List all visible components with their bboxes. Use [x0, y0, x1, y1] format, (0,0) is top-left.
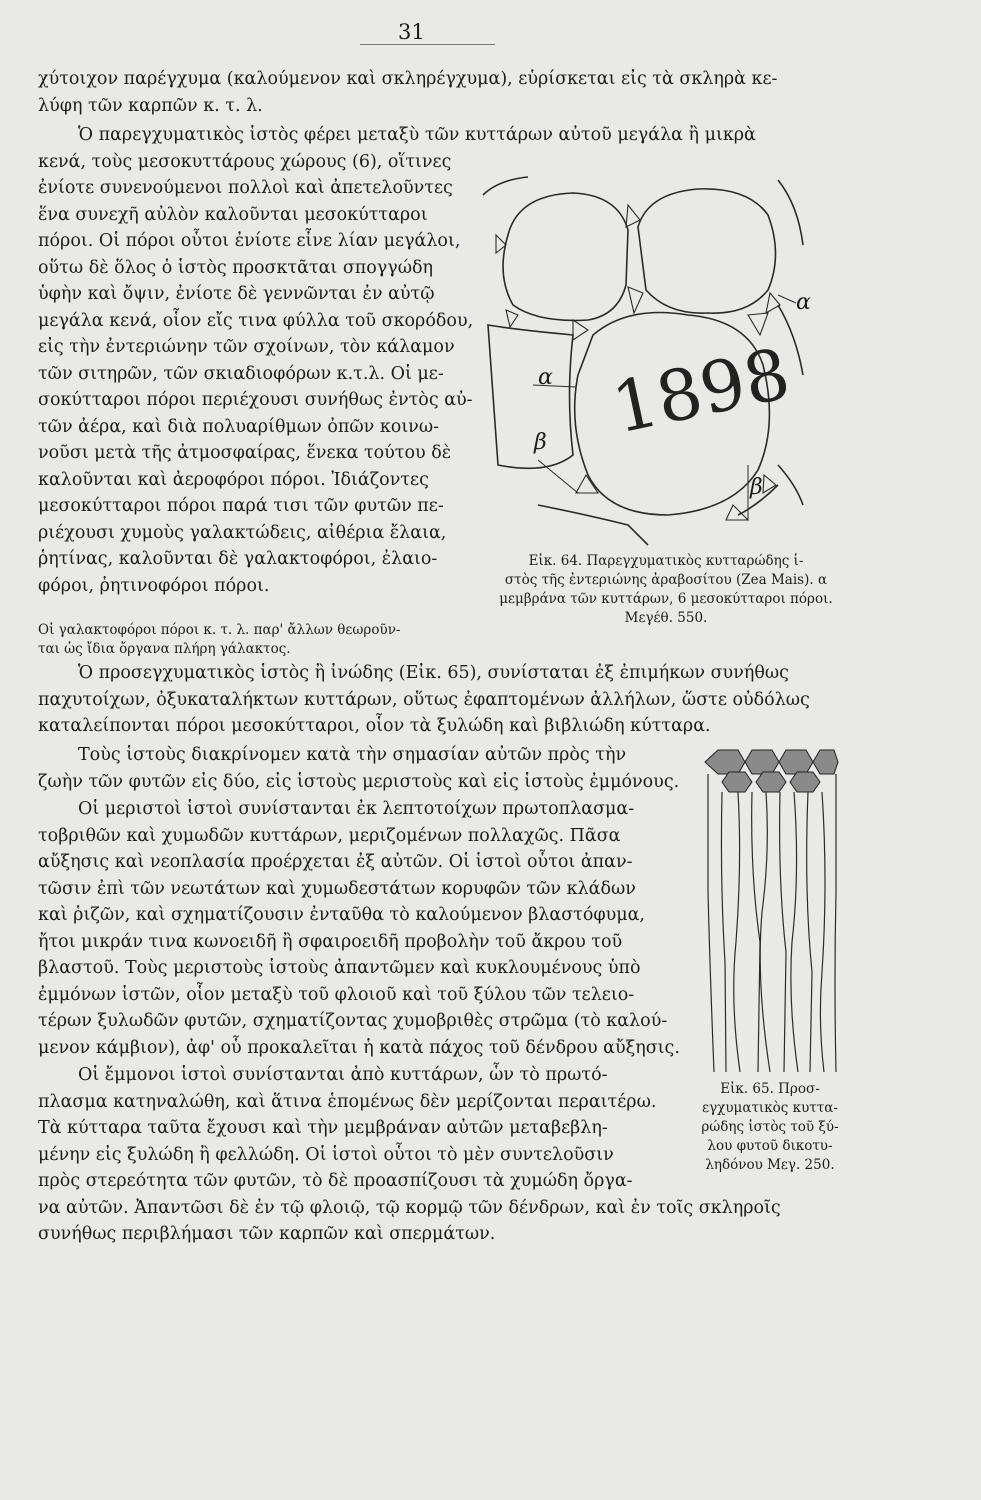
caption-line: Εἰκ. 64. Παρεγχυματικὸς κυτταρώδης ἱ- [528, 553, 804, 569]
text-line: τῶν σιτηρῶν, τῶν σκιαδιοφόρων κ.τ.λ. Οἱ με- [38, 363, 444, 384]
footnote-line: Οἱ γαλακτοφόροι πόροι κ. τ. λ. παρ' ἄλλων θεωροῦν- [38, 622, 401, 638]
text-line: τῶσιν ἐπὶ τῶν νεωτάτων καὶ χυμωδεστάτων κορυφῶν τῶν κλάδων [38, 878, 636, 899]
paragraph-tissue-classes [38, 742, 679, 795]
text-line: Τὰ κύτταρα ταῦτα ἔχουσι καὶ τὴν μεμβράναν αὐτῶν μεταβεβλη- [38, 1118, 608, 1138]
text-line: καὶ ῥιζῶν, καὶ σχηματίζουσιν ἐνταῦθα τὸ καλούμενον βλαστόφυμα, [38, 905, 645, 925]
text-line: ἐμμόνων ἱστῶν, οἷον μεταξὺ τοῦ φλοιοῦ καὶ τοῦ ξύλου τῶν τελειο- [38, 984, 635, 1005]
text-line: βλαστοῦ. Τοὺς μεριστοὺς ἱστοὺς ἀπαντῶμεν καὶ κυκλουμένους ὑπὸ [38, 958, 641, 978]
text-line: πρὸς στερεότητα τῶν φυτῶν, τὸ δὲ προασπίζουσι τὰ χυμώδη ὄργα- [38, 1171, 633, 1191]
text-line: μένην εἰς ξυλώδη ἢ φελλώδη. Οἱ ἱστοὶ οὗτοι τὸ μὲν συντελοῦσιν [38, 1144, 614, 1165]
caption-line: ληδόνου Μεγ. 250. [705, 1157, 835, 1173]
text-line: πλασμα κατηναλώθη, καὶ ἅτινα ἑπομένως δὲν μερίζονται περαιτέρω. [38, 1091, 657, 1112]
paragraph-permanent-tissue [38, 1062, 781, 1248]
text-line: χύτοιχον παρέγχυμα (καλούμενον καὶ σκληρέγχυμα), εὑρίσκεται εἰς τὰ σκληρὰ κε- [38, 69, 778, 89]
text-line: οὕτω δὲ ὅλος ὁ ἱστὸς προσκτᾶται σπογγώδη [38, 257, 434, 278]
text-line: παχυτοίχων, ὀξυκαταλήκτων κυττάρων, οὕτως ἐφαπτομένων ἀλλήλων, ὥστε οὐδόλως [38, 689, 810, 710]
label-b-right: β [750, 475, 763, 500]
caption-line: Εἰκ. 65. Προσ- [720, 1081, 820, 1097]
text-line: Ὁ παρεγχυματικὸς ἱστὸς φέρει μεταξὺ τῶν κυττάρων αὐτοῦ μεγάλα ἢ μικρὰ [78, 125, 756, 145]
paragraph-meristem [38, 796, 680, 1061]
text-line: ἐνίοτε συνενούμενοι πολλοὶ καὶ ἀπετελοῦντες [38, 178, 453, 198]
paragraph-prosenchyma [38, 660, 810, 740]
header-rule [360, 44, 495, 45]
text-line: Οἱ ἔμμονοι ἱστοὶ συνίστανται ἀπὸ κυττάρων, ὧν τὸ πρωτό- [78, 1065, 608, 1085]
text-line: να αὐτῶν. Ἀπαντῶσι δὲ ἐν τῷ φλοιῷ, τῷ κορμῷ τῶν δένδρων, καὶ ἐν τοῖς σκληροῖς [38, 1197, 781, 1218]
text-line: Τοὺς ἱστοὺς διακρίνομεν κατὰ τὴν σημασίαν αὐτῶν πρὸς τὴν [78, 745, 627, 765]
text-line: νοῦσι μετὰ τῆς ἀτμοσφαίρας, ἕνεκα τούτου δὲ [38, 443, 452, 463]
caption-line: λου φυτοῦ δικοτυ- [707, 1138, 833, 1154]
figure-65-prosenchyma-fibers [700, 742, 840, 1077]
figure-64-caption [488, 552, 844, 628]
label-a-right: α [796, 290, 811, 315]
text-line: σοκύτταροι πόροι περιέχουσι συνήθως ἐντὸς αὐ- [38, 390, 473, 410]
text-line: φόροι, ῥητινοφόροι πόροι. [38, 575, 270, 596]
figure-65-caption [690, 1080, 850, 1175]
caption-line: εγχυματικὸς κυττα- [702, 1100, 838, 1116]
caption-line: Μεγέθ. 550. [624, 610, 708, 626]
text-line: ριέχουσι χυμοὺς γαλακτώδεις, αἰθέρια ἔλαια, [38, 522, 447, 543]
label-a-left: α [538, 365, 553, 390]
text-line: μενον κάμβιον), ἀφ' οὗ προκαλεῖται ἡ κατὰ πάχος τοῦ δένδρου αὔξησις. [38, 1037, 680, 1058]
text-line: ὑφὴν καὶ ὄψιν, ἐνίοτε δὲ γεννῶνται ἐν αὐτῷ [38, 284, 435, 304]
text-line: εἰς τὴν ἐντεριώνην τῶν σχοίνων, τὸν κάλαμον [38, 337, 455, 357]
text-line: τοβριθῶν καὶ χυμωδῶν κυττάρων, μεριζομένων πολλαχῶς. Πᾶσα [38, 825, 621, 846]
text-line: πόροι. Οἱ πόροι οὗτοι ἐνίοτε εἶνε λίαν μεγάλοι, [38, 231, 461, 251]
text-line: αὔξησις καὶ νεοπλασία προέρχεται ἐξ αὐτῶν. Οἱ ἱστοὶ οὗτοι ἀπαν- [38, 852, 633, 872]
caption-line: ρώδης ἱστὸς τοῦ ξύ- [701, 1119, 839, 1135]
text-line: Οἱ μεριστοὶ ἱστοὶ συνίστανται ἐκ λεπτοτοίχων πρωτοπλασμα- [78, 799, 635, 819]
footnote [38, 621, 478, 659]
text-line: μεσοκύτταροι πόροι παρά τισι τῶν φυτῶν πε- [38, 496, 444, 516]
text-line: Ὁ προσεγχυματικὸς ἱστὸς ἢ ἰνώδης (Εἰκ. 65), συνίσταται ἐξ ἐπιμήκων συνήθως [78, 663, 789, 683]
text-line: ἕνα συνεχῆ αὐλὸν καλοῦνται μεσοκύτταροι [38, 204, 428, 225]
text-line: συνήθως περιβλήμασι τῶν καρπῶν καὶ σπερμάτων. [38, 1224, 496, 1244]
text-line: ζωὴν τῶν φυτῶν εἰς δύο, εἰς ἱστοὺς μεριστοὺς καὶ εἰς ἱστοὺς ἐμμόνους. [38, 771, 680, 792]
page-number: 31 [398, 20, 425, 44]
text-line: ἤτοι μικράν τινα κωνοειδῆ ἢ σφαιροειδῆ προβολὴν τοῦ ἄκρου τοῦ [38, 931, 623, 952]
caption-line: στὸς τῆς ἐντεριώνης ἀραβοσίτου (Zea Mais). α [504, 572, 828, 588]
footnote-line: ται ὡς ἴδια ὄργανα πλήρη γάλακτος. [38, 641, 291, 657]
text-line: ῥητίνας, καλοῦνται δὲ γαλακτοφόροι, ἐλαιο- [38, 549, 438, 569]
handwritten-year: 1898 [605, 332, 797, 450]
paragraph-parenchyma [38, 122, 756, 175]
paragraph-parenchyma-column [38, 175, 478, 599]
text-line: τῶν ἀέρα, καὶ διὰ πολυαρίθμων ὀπῶν κοινω- [38, 416, 440, 437]
text-line: μεγάλα κενά, οἷον εἴς τινα φύλλα τοῦ σκορόδου, [38, 310, 474, 331]
text-line: καλοῦνται καὶ ἀεροφόροι πόροι. Ἰδιάζοντες [38, 469, 429, 490]
text-line: κενά, τοὺς μεσοκυττάρους χώρους (6), οἵτινες [38, 151, 452, 172]
text-line: τέρων ξυλωδῶν φυτῶν, σχηματίζοντας χυμοβριθὲς στρῶμα (τὸ καλού- [38, 1011, 668, 1031]
label-b-left: β [534, 430, 547, 455]
intro-text [38, 66, 777, 119]
text-line: καταλείπονται πόροι μεσοκύτταροι, οἷον τὰ ξυλώδη καὶ βιβλιώδη κύτταρα. [38, 716, 711, 736]
text-line: λύφη τῶν καρπῶν κ. τ. λ. [38, 95, 263, 116]
caption-line: μεμβράνα τῶν κυττάρων, 6 μεσοκύτταροι πόροι. [499, 591, 833, 607]
